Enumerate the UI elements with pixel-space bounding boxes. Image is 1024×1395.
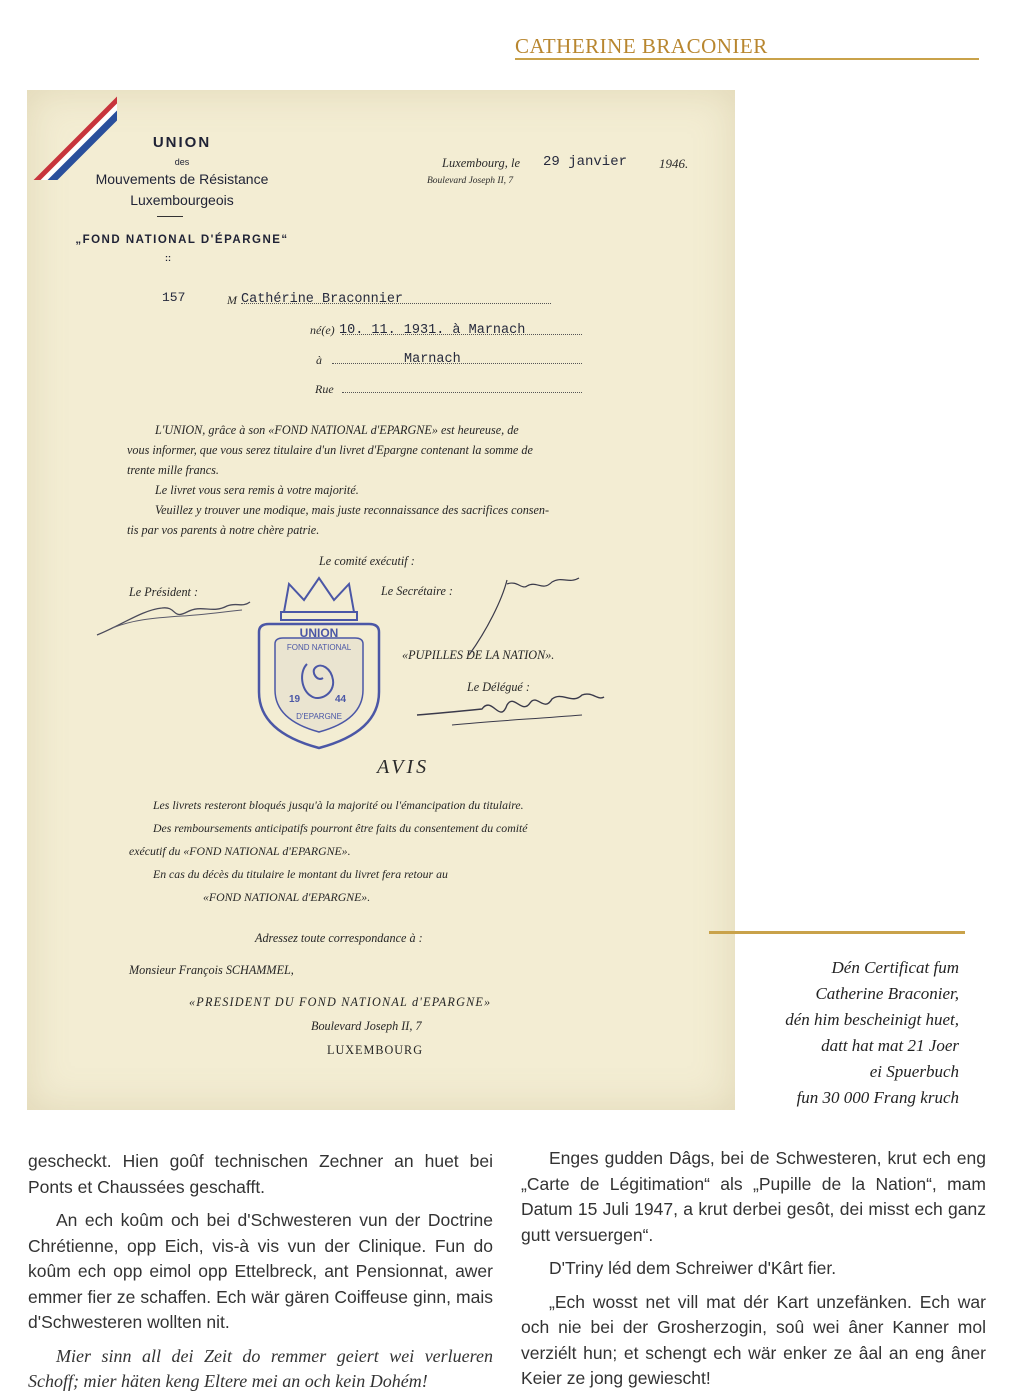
org-des: des: [174, 157, 190, 167]
header-rule: [515, 58, 979, 60]
letter-paragraph-2: Le livret vous sera remis à votre majorité.: [155, 483, 359, 497]
caption-rule: [709, 931, 965, 934]
committee-label: Le comité exécutif :: [319, 554, 415, 568]
at-line: [332, 349, 582, 367]
recipient-name: Cathérine Braconnier: [241, 292, 404, 307]
delegate-label: Le Délégué :: [467, 680, 530, 694]
stamp-year-left: 19: [289, 694, 301, 705]
delegate-signature: [412, 685, 612, 735]
photo-caption: Dén Certificat fum Catherine Braconier, dén him bescheinigt huet, datt hat mat 21 Joer ei Spuerbuch fun 30 000 Frang kruch: [785, 958, 959, 1107]
union-stamp: [239, 572, 399, 752]
stamp-fond-national: FOND NATIONAL: [286, 643, 352, 652]
contact-address: Boulevard Joseph II, 7: [311, 1019, 422, 1033]
place-date-prefix: Luxembourg, le: [442, 156, 520, 170]
letterhead-address: Boulevard Joseph II, 7: [427, 176, 514, 186]
letter-paragraph-1: L'UNION, grâce à son «FOND NATIONAL d'EPARGNE» est heureuse, de vous informer, que vous serez titulaire d'un livret d'Epargne contenant la somme de trente mille francs. Le livret vous sera remis à votre majorité. Veuillez y trouver une modique, mais juste reconnaissance des sacrifices consen- tis par vos parents à notre chère patrie.: [127, 420, 632, 540]
stamp-epargne: D'EPARGNE: [296, 712, 342, 721]
contact-name: Monsieur François SCHAMMEL,: [129, 963, 294, 977]
contact-city: LUXEMBOURG: [327, 1043, 423, 1057]
date-year: 1946.: [659, 156, 689, 171]
salutation: M: [227, 293, 237, 307]
born-line: [339, 320, 582, 338]
avis-text: Les livrets resteront bloqués jusqu'à la majorité ou l'émancipation du titulaire. Des remboursements anticipatifs pourront être faits du consentement du comité exécutif du «FOND NATIONAL d'EPARGNE». En cas du décès du titulaire le montant du livret fera retour au «FOND NATIONAL d'EPARGNE».: [129, 798, 528, 904]
president-label: Le Président :: [129, 585, 199, 599]
avis-title: AVIS: [377, 756, 430, 778]
secretary-signature: [447, 570, 587, 660]
date-typed: 29 janvier: [543, 154, 628, 170]
secretary-label: Le Secrétaire :: [381, 584, 453, 598]
president-signature: [92, 590, 252, 640]
left-paragraph-2: An ech koûm och bei d'Schwesteren vun der Doctrine Chrétienne, opp Eich, vis-à vis vun der Clinique. Fun do koûm ech opp eimol opp Ettelbreck, ant Pensionnat, awer emmer fier ze schaffen. Ech wär gären Coiffeuse ginn, mais d'Schwesteren wollten nit.: [28, 1210, 493, 1332]
stamp-union: UNION: [299, 626, 339, 640]
born-value: 10. 11. 1931. à Marnach: [339, 323, 526, 338]
page-header-title: CATHERINE BRACONIER: [515, 34, 768, 58]
left-column: [28, 1149, 493, 1395]
recipient-number: 157: [162, 290, 186, 305]
right-paragraph-2: D'Triny léd dem Schreiwer d'Kârt fier.: [549, 1258, 837, 1278]
pupilles-label: «PUPILLES DE LA NATION».: [402, 648, 555, 662]
certificate-letter: [27, 90, 735, 1110]
contact-title: «PRESIDENT DU FOND NATIONAL d'EPARGNE»: [189, 995, 492, 1009]
org-union: UNION: [152, 134, 212, 151]
name-line: [241, 289, 551, 307]
at-label: à: [316, 353, 322, 367]
fund-mark: ::: [165, 253, 171, 263]
correspondence-label: Adressez toute correspondance à :: [255, 931, 423, 945]
street-line: [342, 378, 582, 393]
born-label: né(e): [310, 323, 335, 337]
street-label: Rue: [315, 382, 334, 396]
crown-shield-icon: [239, 572, 399, 752]
at-value: Marnach: [404, 352, 461, 367]
fund-name: „FOND NATIONAL D'ÉPARGNE“: [75, 234, 289, 246]
org-luxembourgeois: Luxembourgeois: [130, 192, 234, 208]
org-divider: [157, 216, 183, 217]
right-column: [521, 1146, 986, 1392]
org-mouvements: Mouvements de Résistance: [95, 171, 269, 187]
stamp-year-right: 44: [335, 694, 347, 705]
right-paragraph-1: Enges gudden Dâgs, bei de Schwesteren, krut ech eng „Carte de Légitimation“ als „Pupille de la Nation“, mam Datum 15 Juli 1947, a krut derbei gesôt, dei misst ech ganz gutt versuergen“.: [521, 1148, 986, 1245]
left-paragraph-3: Mier sinn all dei Zeit do remmer geiert wei verlueren Schoff; mier häten keng Eltere mei an och kein Dohém!: [28, 1345, 493, 1391]
left-paragraph-1: gescheckt. Hien goûf technischen Zechner an huet bei Ponts et Chaussées geschafft.: [28, 1151, 493, 1197]
right-paragraph-3: „Ech wosst net vill mat dér Kart unzefänken. Ech war och nie bei der Grosherzogin, soû wei âner Kanner mol verziélt hun; et schengt ech wär enker ze âal an eng âner Keier ze jong gewiescht!: [521, 1291, 986, 1388]
